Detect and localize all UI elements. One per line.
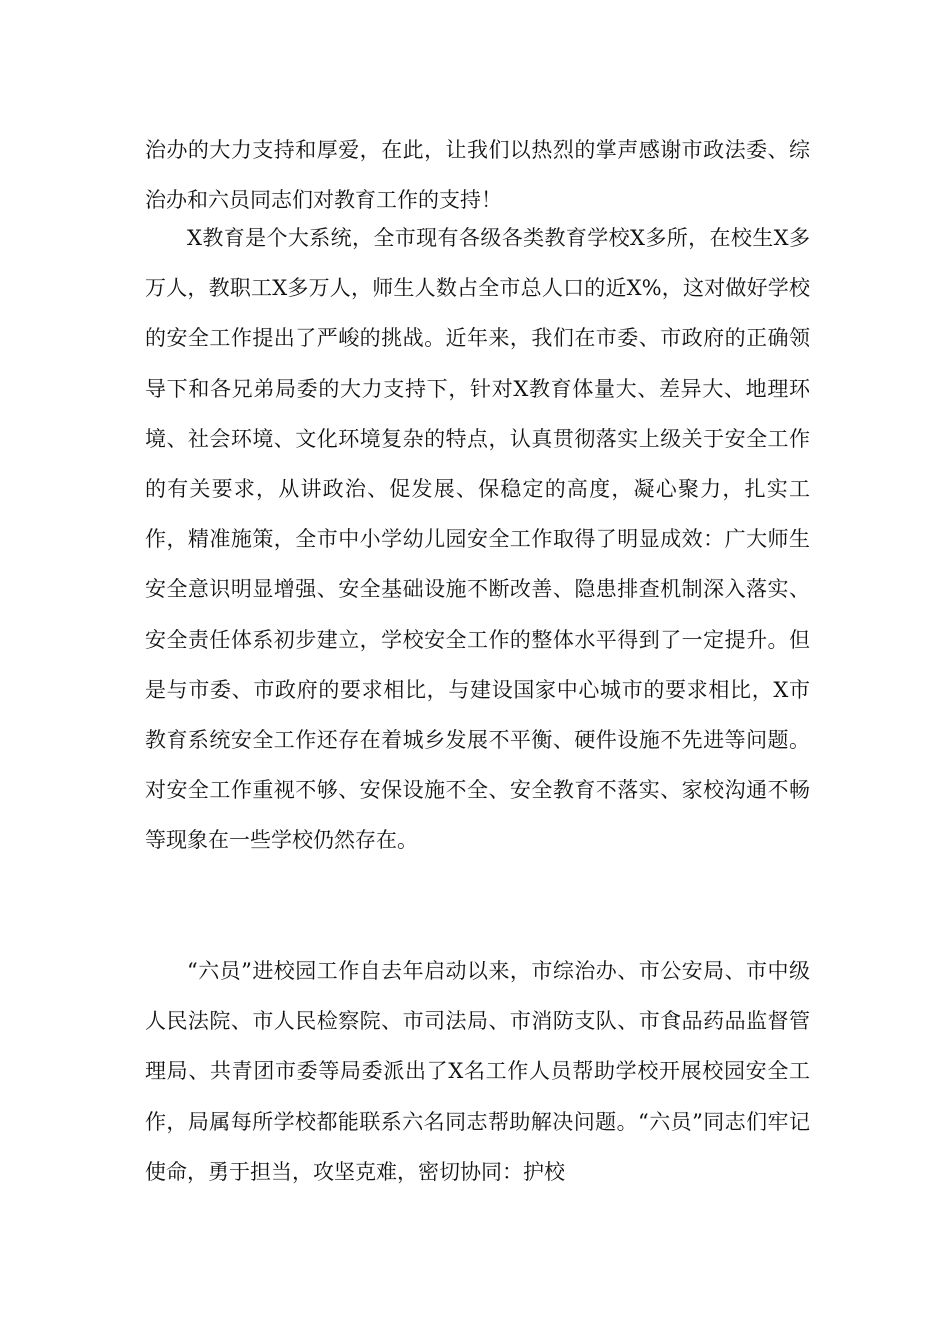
paragraph-2 xyxy=(145,213,810,866)
paragraph-text: X教育是个大系统，全市现有各级各类教育学校X多所，在校生X多万人，教职工X多万人，师生人数占全市总人口的近X%，这对做好学校的安全工作提出了严峻的挑战。近年来，我们在市委、市政府的正确领导下和各兄弟局委的大力支持下，针对X教育体量大、差异大、地理环境、社会环境、文化环境复杂的特点，认真贯彻落实上级关于安全工作的有关要求，从讲政治、促发展、保稳定的高度，凝心聚力，扎实工作，精准施策，全市中小学幼儿园安全工作取得了明显成效：广大师生安全意识明显增强、安全基础设施不断改善、隐患排查机制深入落实、安全责任体系初步建立，学校安全工作的整体水平得到了一定提升。但是与市委、市政府的要求相比，与建设国家中心城市的要求相比，X市教育系统安全工作还存在着城乡发展不平衡、硬件设施不先进等问题。对安全工作重视不够、安保设施不全、安全教育不落实、家校沟通不畅等现象在一些学校仍然存在。 xyxy=(145,226,810,853)
paragraph-text: “六员”进校园工作自去年启动以来，市综治办、市公安局、市中级人民法院、市人民检察院、市司法局、市消防支队、市食品药品监督管理局、共青团市委等局委派出了X名工作人员帮助学校开展校园安全工作，局属每所学校都能联系六名同志帮助解决问题。“六员”同志们牢记使命，勇于担当，攻坚克难，密切协同：护校 xyxy=(145,959,810,1184)
paragraph-3 xyxy=(145,946,810,1197)
paragraph-1 xyxy=(145,125,810,225)
paragraph-text: 治办的大力支持和厚爱，在此，让我们以热烈的掌声感谢市政法委、综治办和六员同志们对教育工作的支持！ xyxy=(145,138,810,213)
